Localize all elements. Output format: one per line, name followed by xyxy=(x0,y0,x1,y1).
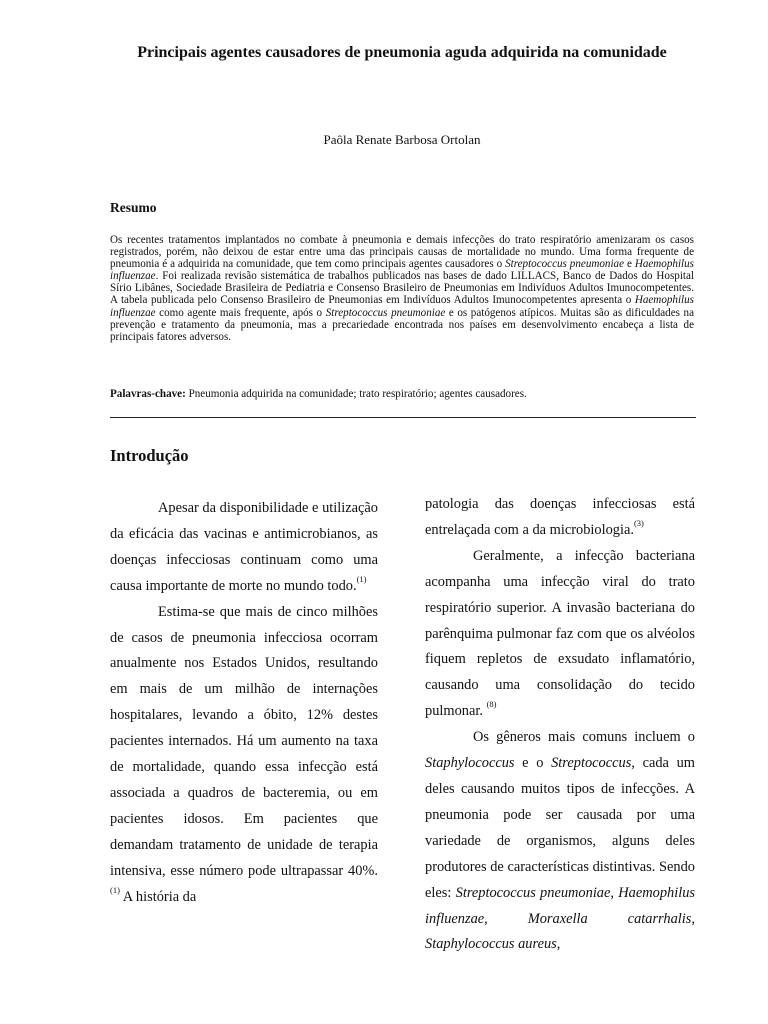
paragraph: Estima-se que mais de cinco milhões de casos de pneumonia infecciosa ocorram anualmente nos Estados Unidos, resultando em mais de um milhão de internações hospitalares, levando a óbito, 12% destes pacientes internados. Há um aumento na taxa de mortalidade, quando essa infecção está associada a quadros de bacteremia, ou em pacientes idosos. Em pacientes que demandam tratamento de unidade de terapia intensiva, esse número pode ultrapassar 40%.$^{(1)}$ A história da xyxy=(110,603,378,905)
keywords xyxy=(110,388,694,401)
paragraph: Geralmente, a infecção bacteriana acompanha uma infecção viral do trato respiratório superior. A invasão bacteriana do parênquima pulmonar faz com que os alvéolos fiquem repletos de exsudato inflamatório, causando uma consolidação do tecido pulmonar. $^{(8)}$ xyxy=(425,547,695,720)
citation-ref: (3) xyxy=(633,518,644,529)
abstract-heading: Resumo xyxy=(110,200,157,215)
author-name: Paôla Renate Barbosa Ortolan xyxy=(323,132,481,147)
body-column-left xyxy=(110,496,378,911)
body-column-right xyxy=(425,492,695,958)
citation-ref: (1) xyxy=(110,884,120,895)
section-heading-introducao: Introdução xyxy=(110,446,189,465)
keywords-label: Palavras-chave: xyxy=(110,388,186,400)
paragraph: Os gêneros mais comuns incluem o Staphylococcus e o Streptococcus, cada um deles causando muitos tipos de infecções. A pneumonia pode ser causada por uma variedade de organismos, alguns deles produtores de características distintivas. Sendo eles: Streptococcus pneumoniae, Haemophilus influenzae, Moraxella catarrhalis, Staphylococcus aureus, xyxy=(425,729,695,953)
citation-ref: (8) xyxy=(486,699,497,710)
keywords-text: Pneumonia adquirida na comunidade; trato respiratório; agentes causadores. xyxy=(185,388,527,400)
citation-ref: (1) xyxy=(356,573,367,584)
abstract-body: Os recentes tratamentos implantados no combate à pneumonia e demais infecções do trato respiratório amenizaram os casos registrados, porém, não deixou de estar entre uma das principais causas de mortalidade no mundo. Uma forma frequente de pneumonia é a adquirida na comunidade, que tem como principais agentes causadores o Streptococcus pneumoniae e Haemophilus influenzae. Foi realizada revisão sistemática de trabalhos publicados nas bases de dado LILLACS, Banco de Dados do Hospital Sírio Libânes, Sociedade Brasileira de Pediatria e Consenso Brasileiro de Pneumonias em Indivíduos Adultos Imunocompetentes. A tabela publicada pelo Consenso Brasileiro de Pneumonias em Indivíduos Adultos Imunocompetentes apresenta o Haemophilus influenzae como agente mais frequente, após o Streptococcus pneumoniae e os patógenos atípicos. Muitas são as dificuldades na prevenção e tratamento da pneumonia, mas a precariedade encontrada nos países em desenvolvimento encabeça a lista de principais fatores adversos. xyxy=(110,234,694,343)
paragraph: Apesar da disponibilidade e utilização da eficácia das vacinas e antimicrobianos, as doenças infecciosas continuam como uma causa importante de morte no mundo todo.$^{(1)}$ xyxy=(110,500,378,594)
section-divider xyxy=(110,417,696,418)
paper-title: Principais agentes causadores de pneumonia aguda adquirida na comunidade xyxy=(137,44,667,61)
paragraph: patologia das doenças infecciosas está entrelaçada com a da microbiologia.$^{(3)}$ xyxy=(425,496,695,538)
